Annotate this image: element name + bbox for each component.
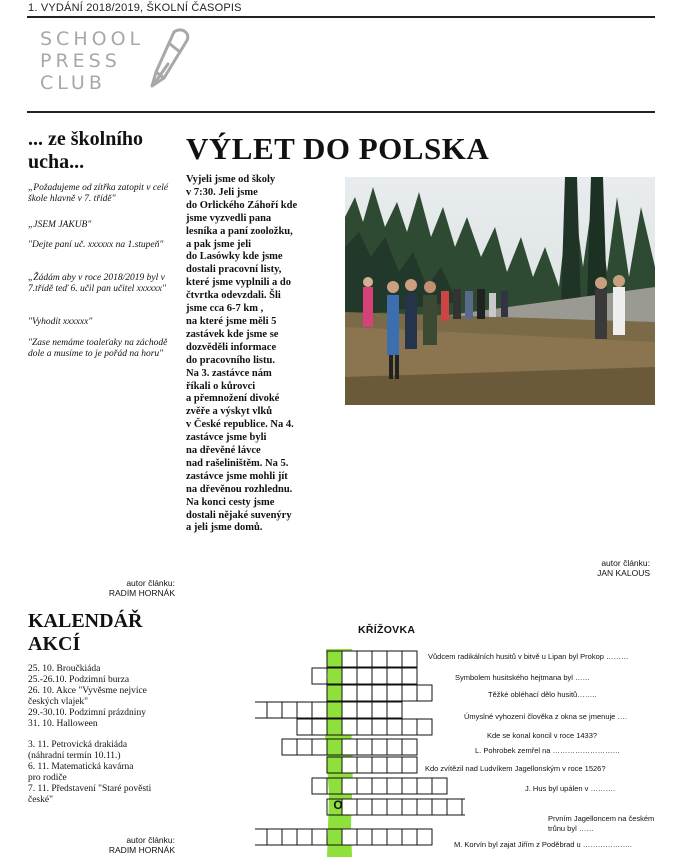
logo-line-2: PRESS [40, 50, 121, 72]
crossword-cell [402, 719, 417, 735]
crossword-cell [267, 829, 282, 845]
crossword-cell [297, 739, 312, 755]
crossword-cell [372, 799, 387, 815]
crossword-cell [312, 719, 327, 735]
crossword-cell [357, 778, 372, 794]
crossword-cell [297, 719, 312, 735]
crossword-cell [297, 702, 312, 718]
crossword-cell [342, 651, 357, 667]
crossword-cell [417, 719, 432, 735]
calendar-item: 6. 11. Matematická kavárna pro rodiče [28, 762, 134, 784]
crossword-cell [387, 799, 402, 815]
crossword-cell [357, 702, 372, 718]
calendar-item: 7. 11. Představení "Staré pověsti české" [28, 784, 152, 805]
crossword-cell [447, 799, 462, 815]
crossword-title: KŘÍŽOVKA [358, 624, 416, 636]
crossword-cell [372, 685, 387, 701]
crossword-cell [387, 719, 402, 735]
crossword-grid [255, 645, 465, 857]
crossword-cell [387, 702, 402, 718]
crossword-cell [357, 651, 372, 667]
author-label: autor článku: [126, 578, 175, 588]
calendar-item: 29.-30.10. Podzimní prázdniny [28, 707, 146, 718]
crossword-cell [402, 778, 417, 794]
clue-3: Těžké obléhací dělo husitů…….. [488, 690, 597, 699]
crossword-cell [402, 651, 417, 667]
crossword-cell [387, 685, 402, 701]
clue-2: Symbolem husitského hejtmana byl …… [455, 673, 591, 682]
clue-8: J. Hus byl upálen v ………. [525, 784, 616, 793]
clue-10: M. Korvín byl zajat Jiřím z Poděbrad u ……………….. [454, 840, 632, 849]
crossword-cell [357, 829, 372, 845]
clue-7: Kdo zvítězil nad Ludvíkem Jagellonským v roce 1526? [425, 764, 606, 773]
crossword-cell [357, 719, 372, 735]
crossword-cell [372, 719, 387, 735]
school-press-club-logo [40, 28, 144, 94]
crossword-cell [372, 739, 387, 755]
crossword-cell [387, 757, 402, 773]
calendar-author [60, 835, 175, 855]
calendar-item: 3. 11. Petrovická drakiáda (náhradní termín 10.11.) [28, 740, 128, 762]
crossword-cell [372, 757, 387, 773]
crossword-cell [402, 799, 417, 815]
calendar-item: 25.-26.10. Podzimní burza [28, 674, 130, 685]
gossip-title: ... ze školního ucha... [28, 128, 144, 173]
clue-9: Prvním Jagelloncem na českém trůnu byl …… [548, 814, 655, 833]
crossword-cell [357, 739, 372, 755]
crossword-cell [342, 719, 357, 735]
crossword-cell [372, 778, 387, 794]
crossword-cell [432, 799, 447, 815]
crossword-cell [417, 685, 432, 701]
quote-4: „Žádám aby v roce 2018/2019 byl v 7.třídě teď 6. učil pan učitel xxxxxx" [28, 273, 166, 294]
calendar-title: KALENDÁŘ AKCÍ [28, 610, 143, 655]
crossword-cell [372, 702, 387, 718]
crossword-cell [387, 739, 402, 755]
crossword-cell [402, 757, 417, 773]
crossword-cell [462, 799, 465, 815]
quote-1: „Požadujeme od zítřka zatopit v celé škole hlavně v 7. třídě" [28, 183, 169, 204]
crossword-cell [402, 739, 417, 755]
crossword-cell [342, 778, 357, 794]
issue-line: 1. VYDÁNÍ 2018/2019, ŠKOLNÍ ČASOPIS [28, 2, 242, 14]
crossword-cell [417, 829, 432, 845]
crossword-cell [342, 757, 357, 773]
forest-group-photo [345, 177, 655, 405]
clue-5: Kde se konal koncil v roce 1433? [487, 731, 598, 740]
crossword-cell [312, 702, 327, 718]
crossword-cell [312, 778, 327, 794]
gossip-author [60, 578, 175, 598]
crossword-cell [417, 778, 432, 794]
crossword-cell [312, 668, 327, 684]
crossword-cell [255, 829, 267, 845]
article-author [530, 558, 650, 578]
crossword-cell [312, 739, 327, 755]
crossword-cell [372, 668, 387, 684]
crossword-cell [357, 668, 372, 684]
logo-line-3: CLUB [40, 72, 106, 94]
logo-line-1: SCHOOL [40, 28, 145, 50]
crossword-cell [342, 685, 357, 701]
crossword-cell [387, 778, 402, 794]
crossword-cell [342, 739, 357, 755]
crossword-cell [432, 778, 447, 794]
crossword-cell [417, 799, 432, 815]
crossword-cell [342, 799, 357, 815]
quote-2: „JSEM JAKUB" [28, 220, 92, 230]
crossword-cell [357, 685, 372, 701]
article-title: VÝLET DO POLSKA [186, 131, 490, 166]
crossword-cell [342, 702, 357, 718]
crossword-cell [402, 829, 417, 845]
crossword-cell [372, 651, 387, 667]
author-label: autor článku: [126, 835, 175, 845]
quote-6: "Zase nemáme toaleťaky na záchodě dole a musíme to je pořád na horu" [28, 338, 168, 359]
calendar-item: 31. 10. Halloween [28, 718, 98, 729]
author-name: JAN KALOUS [597, 568, 650, 578]
crossword-cell [282, 829, 297, 845]
header-top-rule [27, 16, 655, 18]
crossword-cell [282, 702, 297, 718]
calendar-item: 25. 10. Broučkiáda [28, 664, 101, 674]
crossword-cell [267, 702, 282, 718]
crossword-cell [357, 757, 372, 773]
crossword-cell [387, 651, 402, 667]
crossword-cell [402, 668, 417, 684]
crossword-cell [312, 829, 327, 845]
crossword-cell [402, 685, 417, 701]
calendar-list [28, 664, 178, 806]
author-name: RADIM HORNÁK [108, 588, 175, 598]
clue-1: Vůdcem radikálních husitů v bitvě u Lipan byl Prokop ……… [428, 652, 629, 661]
solution-letter: O [333, 798, 343, 812]
quote-3: "Dejte paní uč. xxxxxx na 1.stupeň" [28, 240, 164, 250]
crossword-cell [255, 702, 267, 718]
header-bottom-rule [27, 111, 655, 113]
pen-nib-icon [146, 26, 192, 92]
author-name: RADIM HORNÁK [108, 845, 175, 855]
clue-6: L. Pohrobek zemřel na ……………………… [475, 746, 621, 755]
quote-5: "Vyhodit xxxxxx" [28, 317, 93, 327]
clue-4: Úmyslné vyhození člověka z okna se jmenuje …. [464, 712, 627, 721]
crossword-cell [357, 799, 372, 815]
article-body: Vyjeli jsme od školy v 7:30. Jeli jsme do Orlického Záhoří kde jsme vyzvedli pana lesníka a paní zooložku, a pak jsme jeli do Lasówky kde jsme dostali pracovní listy, které jsme vyplnili a do čtvrtka odevzdali. Šli jsme cca 6-7 km , na které jsme měli 5 zastávek kde jsme se dozvěděli informace do pracovního listu. Na 3. zastávce nám říkali o kůrovci a přemnožení divoké zvěře a výskyt vlků v České republice. Na 4. zastávce jsme byli na dřevěné lávce nad rašeliništěm. Na 5. zastávce jsme mohli jít na dřevěnou rozhlednu. Na konci cesty jsme dostali nějaké suvenýry a jeli jsme domů. [186, 174, 298, 534]
author-label: autor článku: [601, 558, 650, 568]
crossword-cell [342, 668, 357, 684]
crossword-cell [297, 829, 312, 845]
crossword-cell [372, 829, 387, 845]
crossword-cell [387, 668, 402, 684]
crossword-cell [342, 829, 357, 845]
crossword-cell [387, 829, 402, 845]
crossword-cell [282, 739, 297, 755]
calendar-item: 26. 10. Akce "Vyvěsme nejvíce českých vlajek" [28, 685, 147, 707]
